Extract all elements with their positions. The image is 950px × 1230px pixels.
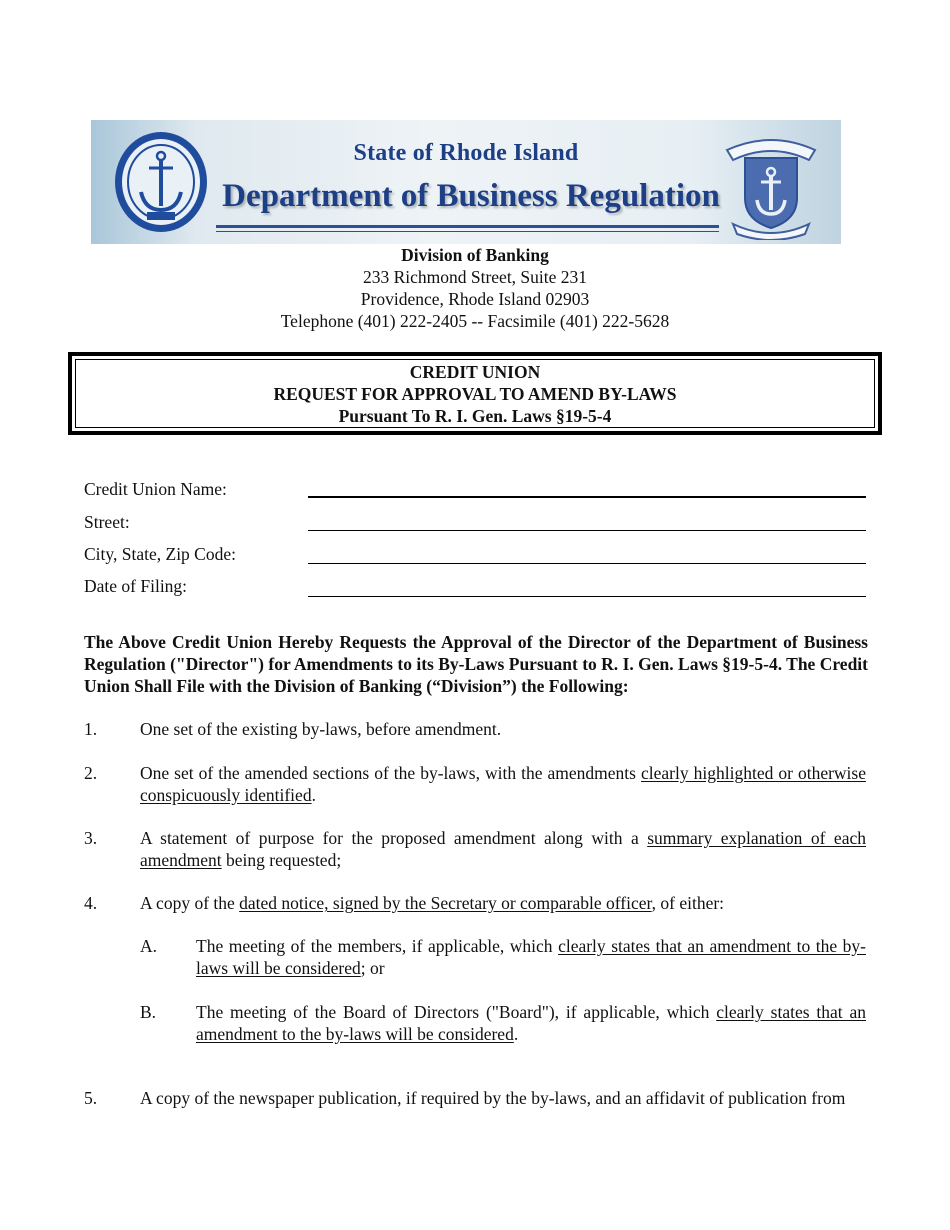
- subitem-letter: A.: [140, 936, 158, 956]
- subitem-letter: B.: [140, 1002, 157, 1022]
- credit-union-name-label: Credit Union Name:: [84, 479, 227, 499]
- banner-rule: [216, 225, 719, 228]
- title-line-3: Pursuant To R. I. Gen. Laws §19-5-4: [338, 405, 612, 426]
- subitem-text: The meeting of the members, if applicable, which clearly states that an amendment to the by-laws will be considered; or: [196, 936, 866, 978]
- address-block: [0, 244, 950, 332]
- city-state-zip-label: City, State, Zip Code:: [84, 544, 236, 564]
- street-label: Street:: [84, 512, 130, 532]
- date-of-filing-field[interactable]: [308, 596, 866, 597]
- item-text: A copy of the newspaper publication, if required by the by-laws, and an affidavit of publication from: [140, 1088, 846, 1108]
- date-of-filing-label: Date of Filing:: [84, 576, 188, 596]
- city-address: Providence, Rhode Island 02903: [360, 289, 590, 309]
- street-address: 233 Richmond Street, Suite 231: [362, 267, 588, 287]
- underlined-text: clearly states that an amendment to the by-laws will be considered: [196, 936, 866, 978]
- item-number: 4.: [84, 893, 98, 913]
- underlined-text: dated notice, signed by the Secretary or comparable officer: [239, 893, 652, 913]
- item-text: One set of the existing by-laws, before amendment.: [140, 719, 502, 739]
- form-title-box: [68, 352, 882, 435]
- title-line-2: REQUEST FOR APPROVAL TO AMEND BY-LAWS: [273, 383, 677, 404]
- subitem-text: The meeting of the Board of Directors ("Board"), if applicable, which clearly states that an amendment to the by-laws will be considered.: [196, 1002, 866, 1044]
- underlined-text: clearly states that an amendment to the by-laws will be considered: [196, 1002, 866, 1044]
- item-text: A statement of purpose for the proposed amendment along with a summary explanation of each amendment being requested;: [140, 828, 866, 870]
- coat-of-arms-anchor-icon: [723, 128, 819, 240]
- underlined-text: clearly highlighted or otherwise conspicuously identified: [140, 763, 866, 805]
- underlined-text: summary explanation of each amendment: [140, 828, 866, 870]
- banner-state-title: State of Rhode Island: [353, 140, 579, 166]
- street-field[interactable]: [308, 530, 866, 531]
- title-line-1: CREDIT UNION: [409, 361, 541, 382]
- intro-paragraph: The Above Credit Union Hereby Requests the Approval of the Director of the Department of Business Regulation ("Director") for Amendments to its By-Laws Pursuant to R. I. Gen. Laws §19-5-4. The Credit Union Shall File with the Division of Banking (“Division”) the Following:: [84, 632, 868, 696]
- city-state-zip-field[interactable]: [308, 563, 866, 564]
- phone-fax: Telephone (401) 222-2405 -- Facsimile (401) 222-5628: [280, 311, 670, 331]
- credit-union-name-field[interactable]: [308, 496, 866, 498]
- item-number: 2.: [84, 763, 98, 783]
- banner-department-title: Department of Business Regulation: [222, 178, 720, 214]
- item-number: 5.: [84, 1088, 98, 1108]
- item-number: 3.: [84, 828, 98, 848]
- header-banner: [91, 120, 841, 244]
- item-number: 1.: [84, 719, 98, 739]
- item-text: A copy of the dated notice, signed by the Secretary or comparable officer, of either:: [140, 893, 725, 913]
- banner-rule-thin: [216, 231, 719, 232]
- division-name: Division of Banking: [401, 245, 549, 265]
- item-text: One set of the amended sections of the by-laws, with the amendments clearly highlighted or otherwise conspicuously identified.: [140, 763, 866, 805]
